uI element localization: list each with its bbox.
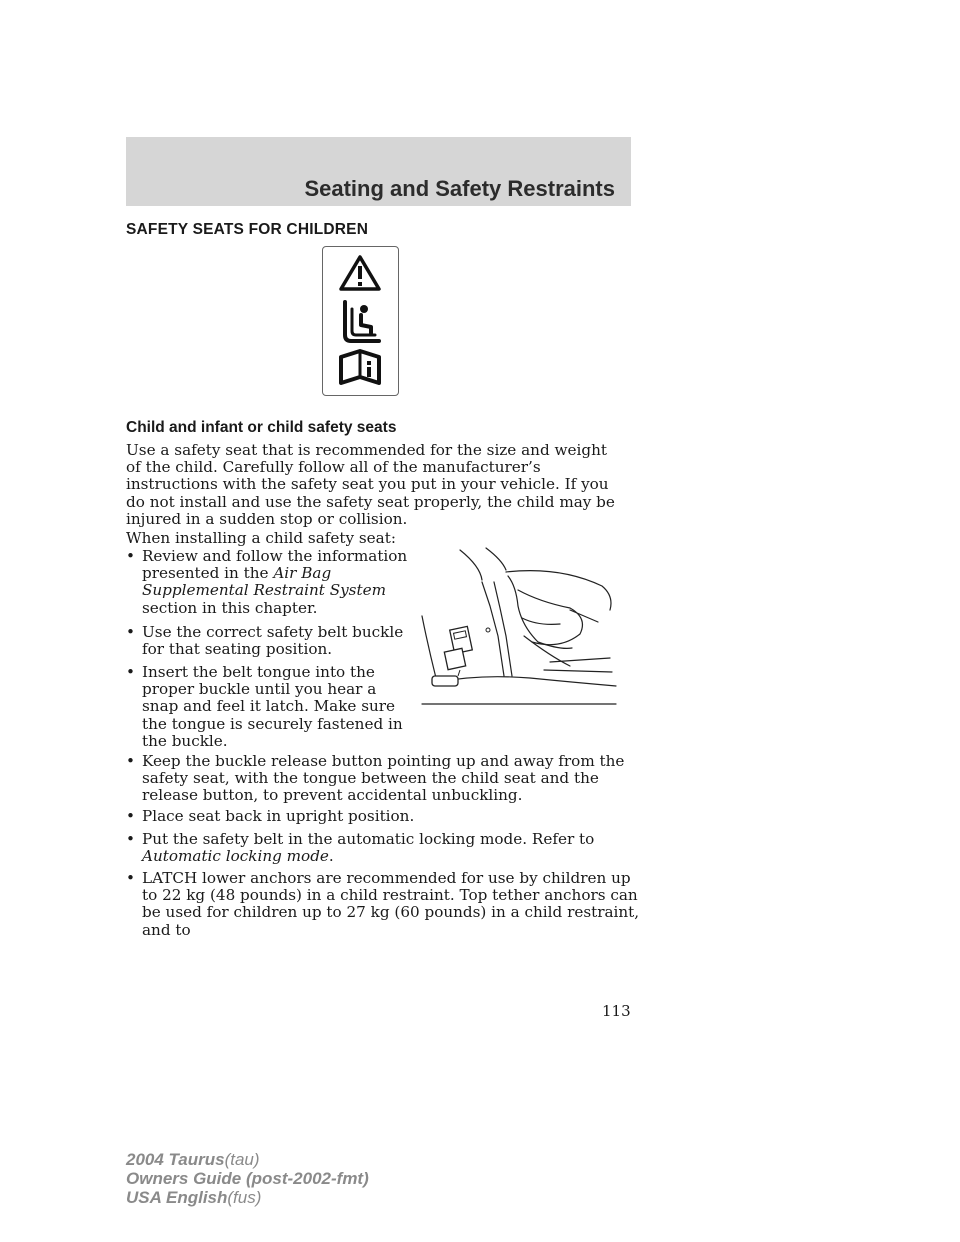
bullet-symbol: • <box>126 663 135 681</box>
bullet-text: Review and follow the information presented in the Air Bag Supplemental Restraint System section in this chapter. <box>142 547 408 617</box>
footer-line: USA English(fus) <box>126 1188 262 1207</box>
warning-icon-panel <box>322 246 399 396</box>
cross-reference: Air Bag Supplemental Restraint System <box>142 564 386 600</box>
bullet-symbol: • <box>126 830 135 848</box>
child-seat-icon <box>345 302 379 341</box>
owners-manual-icon <box>341 351 379 383</box>
seat-belt-buckle-illustration <box>420 546 618 708</box>
bullet-text: Insert the belt tongue into the proper buckle until you hear a snap and feel it latch. Make sure the tongue is securely fastened in the buckle. <box>142 663 403 750</box>
warning-triangle-icon <box>341 257 379 289</box>
bullet-text: Place seat back in upright position. <box>142 807 415 825</box>
footer-line: 2004 Taurus(tau) <box>126 1150 260 1169</box>
intro-paragraph: Use a safety seat that is recommended for the size and weight of the child. Carefully follow all of the manufacturer’s instructions with the safety seat you put in your vehicle. If you do not install and use the safety seat properly, the child may be injured in a sudden stop or collision. <box>126 441 615 528</box>
bullet-text: LATCH lower anchors are recommended for use by children up to 22 kg (48 pounds) in a child restraint. Top tether anchors can be used for children up to 27 kg (60 pounds) in a child restraint, and to <box>142 869 640 939</box>
chapter-title: Seating and Safety Restraints <box>304 176 615 201</box>
header-band <box>126 137 631 206</box>
bullet-symbol: • <box>126 869 135 887</box>
bullet-symbol: • <box>126 623 135 641</box>
bullet-symbol: • <box>126 807 135 825</box>
bullet-text: Keep the buckle release button pointing up and away from the safety seat, with the tongue between the child seat and the release button, to prevent accidental unbuckling. <box>142 752 625 805</box>
lead-paragraph: When installing a child safety seat: <box>126 529 396 547</box>
page-number: 113 <box>602 1002 631 1020</box>
bullet-symbol: • <box>126 752 135 770</box>
cross-reference: Automatic locking mode <box>142 847 329 866</box>
bullet-text: Use the correct safety belt buckle for that seating position. <box>142 623 404 659</box>
bullet-text: Put the safety belt in the automatic locking mode. Refer to Automatic locking mode. <box>142 830 595 866</box>
section-title: SAFETY SEATS FOR CHILDREN <box>126 221 369 238</box>
subsection-title: Child and infant or child safety seats <box>126 419 397 436</box>
footer-line: Owners Guide (post-2002-fmt) <box>126 1169 369 1188</box>
document-footer <box>126 1150 369 1207</box>
bullet-symbol: • <box>126 547 135 565</box>
